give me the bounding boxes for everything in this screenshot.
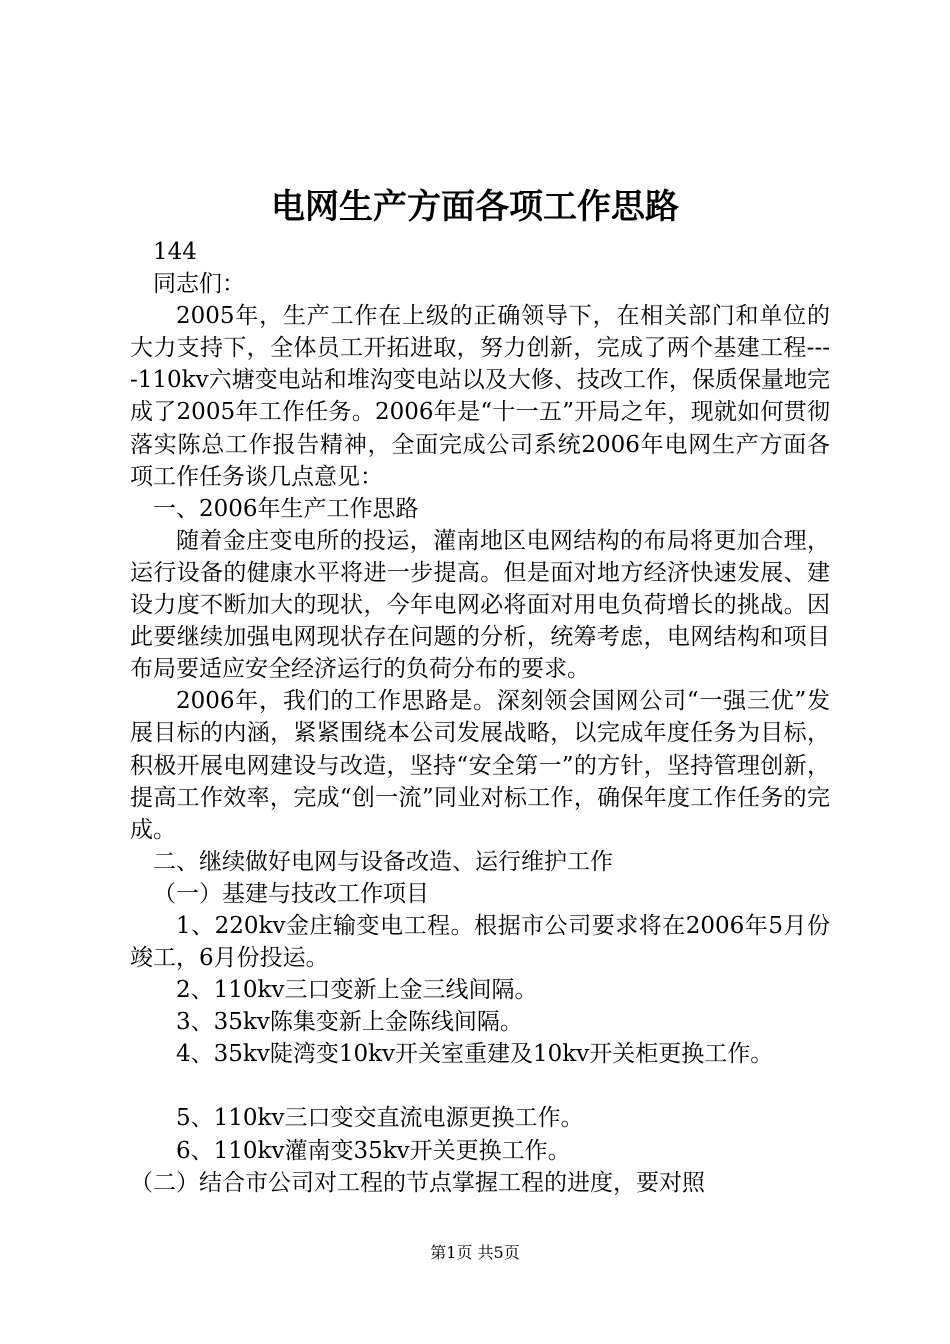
blank-line xyxy=(130,1070,830,1102)
list-item: 3、35kv陈集变新上金陈线间隔。 xyxy=(176,1009,523,1036)
salutation: 同志们： xyxy=(153,271,245,298)
document-title: 电网生产方面各项工作思路 xyxy=(271,187,679,227)
list-item: 4、35kv陡湾变10kv开关室重建及10kv开关柜更换工作。 xyxy=(176,1041,774,1068)
list-item: 1、220kv金庄输变电工程。根据市公司要求将在2006年5月份竣工，6月份投运。 xyxy=(130,912,830,972)
list-item: 2、110kv三口变新上金三线间隔。 xyxy=(176,977,538,1004)
paragraph: 随着金庄变电所的投运，灌南地区电网结构的布局将更加合理，运行设备的健康水平将进一步提高。但是面对地方经济快速发展、建设力度不断加大的现状，今年电网必将面对用电负荷增长的挑战。因此要继续加强电网现状存在问题的分析，统筹考虑，电网结构和项目布局要适应安全经济运行的负荷分布的要求。 xyxy=(130,527,830,683)
page-footer: 第1页 共5页 xyxy=(430,1243,520,1262)
subsection-heading: （二）结合市公司对工程的节点掌握工程的进度，要对照 xyxy=(130,1169,705,1196)
paragraph: 144 xyxy=(153,239,197,265)
section-heading: 一、2006年生产工作思路 xyxy=(153,495,419,522)
paragraph: 2005年，生产工作在上级的正确领导下，在相关部门和单位的大力支持下，全体员工开拓进取，努力创新，完成了两个基建工程----110kv六塘变电站和堆沟变电站以及大修、技改工作，保质保量地完成了2005年工作任务。2006年是“十一五”开局之年，现就如何贯彻落实陈总工作报告精神，全面完成公司系统2006年电网生产方面各项工作任务谈几点意见： xyxy=(130,303,830,490)
section-heading: 二、继续做好电网与设备改造、运行维护工作 xyxy=(153,848,613,875)
paragraph: 2006年，我们的工作思路是。深刻领会国网公司“一强三优”发展目标的内涵，紧紧围绕本公司发展战略，以完成年度任务为目标，积极开展电网建设与改造，坚持“安全第一”的方针，坚持管理创新，提高工作效率，完成“创一流”同业对标工作，确保年度工作任务的完成。 xyxy=(130,688,830,843)
subsection-heading: （一）基建与技改工作项目 xyxy=(153,880,429,907)
list-item: 5、110kv三口变交直流电源更换工作。 xyxy=(176,1105,584,1132)
document-body xyxy=(130,236,830,1199)
list-item: 6、110kv灌南变35kv开关更换工作。 xyxy=(176,1137,571,1164)
